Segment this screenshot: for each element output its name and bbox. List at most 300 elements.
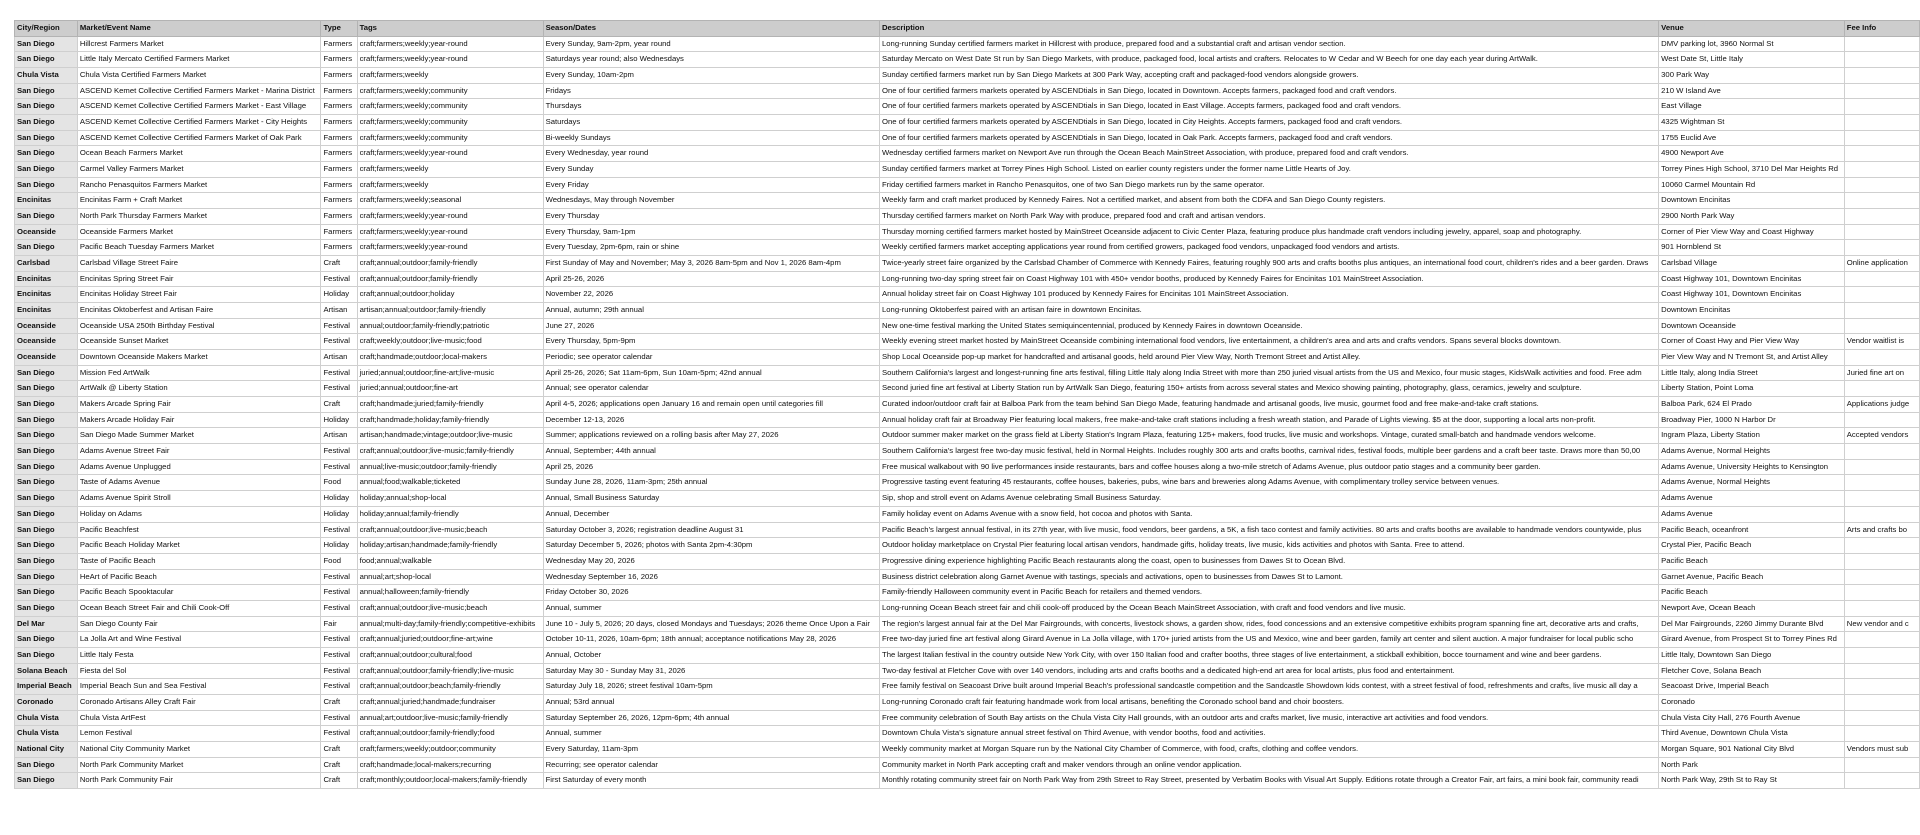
cell-description[interactable]: Twice-yearly street faire organized by the Carlsbad Chamber of Commerce with Kennedy Faires, featuring roughly 900 arts and crafts booths plus antiques, an international food court, children's rides and a beer garden. Draws [880,256,1659,272]
cell-venue[interactable]: Little Italy, Downtown San Diego [1659,647,1845,663]
cell-city-region[interactable]: Coronado [15,694,78,710]
cell-city-region[interactable]: San Diego [15,240,78,256]
cell-description[interactable]: Southern California's largest and longest-running fine arts festival, filling Little Italy along India Street with more than 250 juried visual artists from the US and Mexico, four music stages, KidsWalk activities and food. Free adm [880,365,1659,381]
cell-fee-info[interactable]: Vendors must sub [1844,741,1919,757]
cell-fee-info[interactable] [1844,130,1919,146]
cell-type[interactable]: Festival [321,444,357,460]
cell-city-region[interactable]: San Diego [15,146,78,162]
cell-market-event-name[interactable]: La Jolla Art and Wine Festival [77,632,321,648]
cell-fee-info[interactable] [1844,757,1919,773]
cell-market-event-name[interactable]: Holiday on Adams [77,506,321,522]
cell-city-region[interactable]: Oceanside [15,334,78,350]
cell-market-event-name[interactable]: Imperial Beach Sun and Sea Festival [77,679,321,695]
cell-fee-info[interactable] [1844,68,1919,84]
cell-type[interactable]: Festival [321,459,357,475]
cell-season-dates[interactable]: Saturdays year round; also Wednesdays [543,52,879,68]
cell-type[interactable]: Festival [321,726,357,742]
cell-city-region[interactable]: San Diego [15,130,78,146]
cell-market-event-name[interactable]: Coronado Artisans Alley Craft Fair [77,694,321,710]
cell-tags[interactable]: craft;farmers;weekly;community [357,115,543,131]
cell-tags[interactable]: craft;farmers;weekly [357,162,543,178]
cell-season-dates[interactable]: Saturday December 5, 2026; photos with Santa 2pm-4:30pm [543,538,879,554]
cell-fee-info[interactable] [1844,632,1919,648]
cell-season-dates[interactable]: Annual, summer [543,726,879,742]
cell-city-region[interactable]: Oceanside [15,224,78,240]
cell-fee-info[interactable] [1844,475,1919,491]
column-header-type[interactable]: Type [321,21,357,37]
cell-season-dates[interactable]: Periodic; see operator calendar [543,350,879,366]
cell-description[interactable]: Progressive dining experience highlighting Pacific Beach restaurants along the coast, open to businesses from Dawes St to Ocean Blvd. [880,553,1659,569]
cell-tags[interactable]: artisan;annual;outdoor;family-friendly [357,303,543,319]
cell-city-region[interactable]: San Diego [15,632,78,648]
cell-type[interactable]: Festival [321,522,357,538]
cell-market-event-name[interactable]: ASCEND Kemet Collective Certified Farmers Market - City Heights [77,115,321,131]
cell-venue[interactable]: Pacific Beach [1659,553,1845,569]
cell-season-dates[interactable]: Saturday July 18, 2026; street festival 10am-5pm [543,679,879,695]
cell-city-region[interactable]: San Diego [15,553,78,569]
cell-tags[interactable]: craft;farmers;weekly [357,68,543,84]
column-header-description[interactable]: Description [880,21,1659,37]
cell-tags[interactable]: annual;art;outdoor;live-music;family-friendly [357,710,543,726]
cell-city-region[interactable]: San Diego [15,491,78,507]
cell-tags[interactable]: food;annual;walkable [357,553,543,569]
cell-description[interactable]: Long-running Oktoberfest paired with an artisan faire in downtown Encinitas. [880,303,1659,319]
cell-description[interactable]: One of four certified farmers markets operated by ASCENDtials in San Diego, located in Downtown. Accepts farmers, packaged food and craft vendors. [880,83,1659,99]
cell-season-dates[interactable]: Annual; see operator calendar [543,381,879,397]
cell-type[interactable]: Farmers [321,115,357,131]
cell-city-region[interactable]: San Diego [15,647,78,663]
cell-season-dates[interactable]: Annual, September; 44th annual [543,444,879,460]
cell-fee-info[interactable] [1844,459,1919,475]
cell-fee-info[interactable] [1844,350,1919,366]
cell-tags[interactable]: craft;annual;outdoor;family-friendly [357,271,543,287]
cell-description[interactable]: The largest Italian festival in the country outside New York City, with over 150 Italian food and crafter booths, three stages of live entertainment, a stickball exhibition, bocce tournament and wine and beer gardens. [880,647,1659,663]
cell-fee-info[interactable] [1844,538,1919,554]
cell-tags[interactable]: craft;handmade;outdoor;local-makers [357,350,543,366]
cell-season-dates[interactable]: June 27, 2026 [543,318,879,334]
cell-fee-info[interactable] [1844,52,1919,68]
cell-fee-info[interactable] [1844,271,1919,287]
cell-city-region[interactable]: San Diego [15,522,78,538]
cell-city-region[interactable]: San Diego [15,52,78,68]
column-header-market-event-name[interactable]: Market/Event Name [77,21,321,37]
cell-fee-info[interactable]: Arts and crafts bo [1844,522,1919,538]
cell-tags[interactable]: craft;weekly;outdoor;live-music;food [357,334,543,350]
cell-season-dates[interactable]: April 25, 2026 [543,459,879,475]
cell-venue[interactable]: 4900 Newport Ave [1659,146,1845,162]
cell-type[interactable]: Farmers [321,68,357,84]
cell-description[interactable]: New one-time festival marking the United States semiquincentennial, produced by Kennedy Faires in downtown Oceanside. [880,318,1659,334]
cell-market-event-name[interactable]: ASCEND Kemet Collective Certified Farmers Market - Marina District [77,83,321,99]
cell-description[interactable]: Wednesday certified farmers market on Newport Ave run through the Ocean Beach MainStreet Association, with produce, prepared food and craft vendors. [880,146,1659,162]
cell-type[interactable]: Craft [321,256,357,272]
cell-market-event-name[interactable]: Makers Arcade Spring Fair [77,397,321,413]
cell-city-region[interactable]: Chula Vista [15,726,78,742]
cell-season-dates[interactable]: Wednesday May 20, 2026 [543,553,879,569]
cell-venue[interactable]: Morgan Square, 901 National City Blvd [1659,741,1845,757]
cell-venue[interactable]: Third Avenue, Downtown Chula Vista [1659,726,1845,742]
cell-venue[interactable]: Liberty Station, Point Loma [1659,381,1845,397]
cell-description[interactable]: The region's largest annual fair at the Del Mar Fairgrounds, with concerts, livestock shows, a garden show, rides, food concessions and an extensive competitive exhibits program spanning fine art, decorative arts and crafts, [880,616,1659,632]
cell-tags[interactable]: craft;annual;juried;handmade;fundraiser [357,694,543,710]
cell-description[interactable]: Second juried fine art festival at Liberty Station run by ArtWalk San Diego, featuring 150+ artists from across several states and Mexico showing painting, photography, glass, ceramics, jewelry and sculpture. [880,381,1659,397]
cell-season-dates[interactable]: Every Saturday, 11am-3pm [543,741,879,757]
cell-tags[interactable]: craft;handmade;juried;family-friendly [357,397,543,413]
cell-market-event-name[interactable]: ArtWalk @ Liberty Station [77,381,321,397]
cell-market-event-name[interactable]: Encinitas Holiday Street Fair [77,287,321,303]
cell-venue[interactable]: Little Italy, along India Street [1659,365,1845,381]
cell-venue[interactable]: Adams Avenue [1659,491,1845,507]
cell-market-event-name[interactable]: Encinitas Farm + Craft Market [77,193,321,209]
cell-fee-info[interactable] [1844,287,1919,303]
cell-city-region[interactable]: San Diego [15,162,78,178]
cell-description[interactable]: Friday certified farmers market in Rancho Penasquitos, one of two San Diego markets run by the same operator. [880,177,1659,193]
cell-fee-info[interactable]: New vendor and c [1844,616,1919,632]
cell-type[interactable]: Holiday [321,412,357,428]
cell-market-event-name[interactable]: Chula Vista ArtFest [77,710,321,726]
cell-market-event-name[interactable]: Chula Vista Certified Farmers Market [77,68,321,84]
cell-venue[interactable]: Fletcher Cove, Solana Beach [1659,663,1845,679]
cell-city-region[interactable]: San Diego [15,365,78,381]
cell-season-dates[interactable]: Annual, Small Business Saturday [543,491,879,507]
cell-city-region[interactable]: San Diego [15,600,78,616]
cell-season-dates[interactable]: Wednesdays, May through November [543,193,879,209]
cell-market-event-name[interactable]: Oceanside USA 250th Birthday Festival [77,318,321,334]
cell-tags[interactable]: craft;farmers;weekly;year-round [357,240,543,256]
cell-tags[interactable]: craft;farmers;weekly;community [357,83,543,99]
cell-venue[interactable]: Pacific Beach [1659,585,1845,601]
cell-type[interactable]: Holiday [321,491,357,507]
cell-fee-info[interactable] [1844,177,1919,193]
cell-type[interactable]: Artisan [321,303,357,319]
cell-market-event-name[interactable]: Little Italy Mercato Certified Farmers Market [77,52,321,68]
cell-description[interactable]: Outdoor summer maker market on the grass field at Liberty Station's Ingram Plaza, featuring 125+ makers, food trucks, live music and workshops. Vintage, curated small-batch and handmade vendors welcome. [880,428,1659,444]
cell-market-event-name[interactable]: Adams Avenue Unplugged [77,459,321,475]
cell-type[interactable]: Festival [321,585,357,601]
cell-description[interactable]: Sunday certified farmers market run by San Diego Markets at 300 Park Way, accepting craft and packaged-food vendors alongside growers. [880,68,1659,84]
cell-tags[interactable]: holiday;annual;family-friendly [357,506,543,522]
cell-market-event-name[interactable]: Carlsbad Village Street Faire [77,256,321,272]
cell-venue[interactable]: 4325 Wightman St [1659,115,1845,131]
cell-type[interactable]: Farmers [321,162,357,178]
cell-season-dates[interactable]: Every Sunday, 10am-2pm [543,68,879,84]
cell-market-event-name[interactable]: ASCEND Kemet Collective Certified Farmers Market - East Village [77,99,321,115]
cell-city-region[interactable]: San Diego [15,444,78,460]
cell-fee-info[interactable] [1844,303,1919,319]
cell-fee-info[interactable] [1844,585,1919,601]
cell-venue[interactable]: Carlsbad Village [1659,256,1845,272]
cell-tags[interactable]: craft;farmers;weekly;community [357,130,543,146]
cell-season-dates[interactable]: Recurring; see operator calendar [543,757,879,773]
cell-type[interactable]: Festival [321,318,357,334]
cell-venue[interactable]: North Park Way, 29th St to Ray St [1659,773,1845,789]
cell-venue[interactable]: Corner of Pier View Way and Coast Highway [1659,224,1845,240]
cell-tags[interactable]: craft;handmade;local-makers;recurring [357,757,543,773]
cell-tags[interactable]: craft;farmers;weekly;outdoor;community [357,741,543,757]
cell-season-dates[interactable]: Annual, summer [543,600,879,616]
cell-venue[interactable]: Adams Avenue, Normal Heights [1659,475,1845,491]
cell-city-region[interactable]: San Diego [15,397,78,413]
cell-market-event-name[interactable]: North Park Community Fair [77,773,321,789]
cell-fee-info[interactable] [1844,162,1919,178]
cell-city-region[interactable]: San Diego [15,459,78,475]
cell-tags[interactable]: craft;annual;outdoor;cultural;food [357,647,543,663]
cell-city-region[interactable]: San Diego [15,585,78,601]
cell-season-dates[interactable]: December 12-13, 2026 [543,412,879,428]
cell-city-region[interactable]: Oceanside [15,350,78,366]
cell-tags[interactable]: craft;farmers;weekly;community [357,99,543,115]
cell-season-dates[interactable]: April 25-26, 2026; Sat 11am-6pm, Sun 10am-5pm; 42nd annual [543,365,879,381]
cell-tags[interactable]: craft;farmers;weekly;year-round [357,36,543,52]
cell-season-dates[interactable]: Annual; 53rd annual [543,694,879,710]
cell-tags[interactable]: craft;annual;outdoor;family-friendly;food [357,726,543,742]
cell-market-event-name[interactable]: Downtown Oceanside Makers Market [77,350,321,366]
cell-season-dates[interactable]: October 10-11, 2026, 10am-6pm; 18th annual; acceptance notifications May 28, 2026 [543,632,879,648]
cell-type[interactable]: Artisan [321,350,357,366]
cell-type[interactable]: Festival [321,271,357,287]
cell-venue[interactable]: Coast Highway 101, Downtown Encinitas [1659,287,1845,303]
cell-city-region[interactable]: San Diego [15,177,78,193]
cell-venue[interactable]: Seacoast Drive, Imperial Beach [1659,679,1845,695]
cell-fee-info[interactable] [1844,146,1919,162]
cell-type[interactable]: Farmers [321,130,357,146]
cell-venue[interactable]: Broadway Pier, 1000 N Harbor Dr [1659,412,1845,428]
cell-type[interactable]: Craft [321,773,357,789]
cell-market-event-name[interactable]: Pacific Beachfest [77,522,321,538]
cell-description[interactable]: Weekly evening street market hosted by MainStreet Oceanside combining international food vendors, live entertainment, a children's area and arts and crafts vendors. Spans several blocks downtown. [880,334,1659,350]
cell-market-event-name[interactable]: Pacific Beach Spooktacular [77,585,321,601]
cell-fee-info[interactable] [1844,663,1919,679]
cell-market-event-name[interactable]: Taste of Adams Avenue [77,475,321,491]
cell-venue[interactable]: Downtown Encinitas [1659,193,1845,209]
cell-description[interactable]: Weekly certified farmers market accepting applications year round from certified growers, packaged food vendors, unpackaged food vendors and artists. [880,240,1659,256]
cell-market-event-name[interactable]: Ocean Beach Street Fair and Chili Cook-Off [77,600,321,616]
cell-tags[interactable]: craft;farmers;weekly;year-round [357,224,543,240]
cell-type[interactable]: Farmers [321,99,357,115]
cell-venue[interactable]: Crystal Pier, Pacific Beach [1659,538,1845,554]
cell-type[interactable]: Farmers [321,209,357,225]
cell-type[interactable]: Craft [321,741,357,757]
cell-city-region[interactable]: San Diego [15,475,78,491]
column-header-city-region[interactable]: City/Region [15,21,78,37]
cell-venue[interactable]: Coronado [1659,694,1845,710]
cell-market-event-name[interactable]: Oceanside Sunset Market [77,334,321,350]
cell-tags[interactable]: craft;farmers;weekly;year-round [357,52,543,68]
cell-fee-info[interactable]: Vendor waitlist is [1844,334,1919,350]
cell-venue[interactable]: Torrey Pines High School, 3710 Del Mar Heights Rd [1659,162,1845,178]
cell-type[interactable]: Festival [321,679,357,695]
cell-venue[interactable]: Downtown Encinitas [1659,303,1845,319]
cell-tags[interactable]: craft;annual;outdoor;live-music;family-friendly [357,444,543,460]
cell-description[interactable]: Two-day festival at Fletcher Cove with over 140 vendors, including arts and crafts booths and a dedicated high-end art area for local artists, plus food and entertainment. [880,663,1659,679]
cell-city-region[interactable]: San Diego [15,428,78,444]
cell-description[interactable]: Monthly rotating community street fair on North Park Way from 29th Street to Ray Street, presented by Verbatim Books with Visual Art Supply. Editions rotate through a Creator Fair, art fairs, a mini book fair, community readi [880,773,1659,789]
cell-market-event-name[interactable]: Pacific Beach Tuesday Farmers Market [77,240,321,256]
cell-season-dates[interactable]: Saturday October 3, 2026; registration deadline August 31 [543,522,879,538]
cell-venue[interactable]: East Village [1659,99,1845,115]
cell-market-event-name[interactable]: Hillcrest Farmers Market [77,36,321,52]
cell-description[interactable]: Weekly community market at Morgan Square run by the National City Chamber of Commerce, with food, crafts, clothing and coffee vendors. [880,741,1659,757]
cell-season-dates[interactable]: Every Thursday, 9am-1pm [543,224,879,240]
cell-city-region[interactable]: San Diego [15,773,78,789]
cell-fee-info[interactable] [1844,224,1919,240]
cell-market-event-name[interactable]: National City Community Market [77,741,321,757]
cell-city-region[interactable]: Chula Vista [15,68,78,84]
cell-city-region[interactable]: San Diego [15,569,78,585]
cell-market-event-name[interactable]: Fiesta del Sol [77,663,321,679]
cell-city-region[interactable]: Encinitas [15,271,78,287]
cell-fee-info[interactable] [1844,679,1919,695]
cell-city-region[interactable]: Imperial Beach [15,679,78,695]
cell-city-region[interactable]: San Diego [15,83,78,99]
cell-fee-info[interactable]: Online application [1844,256,1919,272]
cell-venue[interactable]: West Date St, Little Italy [1659,52,1845,68]
cell-city-region[interactable]: Carlsbad [15,256,78,272]
cell-tags[interactable]: annual;halloween;family-friendly [357,585,543,601]
cell-tags[interactable]: juried;annual;outdoor;fine-art [357,381,543,397]
cell-tags[interactable]: juried;annual;outdoor;fine-art;live-music [357,365,543,381]
cell-fee-info[interactable] [1844,240,1919,256]
cell-city-region[interactable]: San Diego [15,99,78,115]
cell-tags[interactable]: annual;art;shop-local [357,569,543,585]
cell-type[interactable]: Festival [321,632,357,648]
cell-description[interactable]: Free musical walkabout with 90 live performances inside restaurants, bars and coffee houses along a two-mile stretch of Adams Avenue, plus outdoor patio stages and a community beer garden. [880,459,1659,475]
cell-description[interactable]: Southern California's largest free two-day music festival, held in Normal Heights. Includes roughly 300 arts and crafts booths, carnival rides, festival foods, multiple beer gardens and a craft beer taste. Draws more than 50,00 [880,444,1659,460]
cell-fee-info[interactable] [1844,553,1919,569]
cell-market-event-name[interactable]: Carmel Valley Farmers Market [77,162,321,178]
cell-venue[interactable]: Chula Vista City Hall, 276 Fourth Avenue [1659,710,1845,726]
cell-tags[interactable]: annual;food;walkable;ticketed [357,475,543,491]
cell-market-event-name[interactable]: North Park Thursday Farmers Market [77,209,321,225]
cell-season-dates[interactable]: Fridays [543,83,879,99]
cell-season-dates[interactable]: Saturday September 26, 2026, 12pm-6pm; 4th annual [543,710,879,726]
cell-tags[interactable]: artisan;handmade;vintage;outdoor;live-music [357,428,543,444]
cell-market-event-name[interactable]: Ocean Beach Farmers Market [77,146,321,162]
cell-season-dates[interactable]: Annual, October [543,647,879,663]
cell-type[interactable]: Holiday [321,506,357,522]
cell-fee-info[interactable] [1844,193,1919,209]
cell-tags[interactable]: annual;multi-day;family-friendly;competitive-exhibits [357,616,543,632]
cell-fee-info[interactable] [1844,647,1919,663]
cell-season-dates[interactable]: Every Tuesday, 2pm-6pm, rain or shine [543,240,879,256]
cell-fee-info[interactable] [1844,726,1919,742]
cell-tags[interactable]: annual;outdoor;family-friendly;patriotic [357,318,543,334]
cell-description[interactable]: Long-running Coronado craft fair featuring handmade work from local artisans, benefiting the Coronado school band and choir boosters. [880,694,1659,710]
cell-tags[interactable]: craft;farmers;weekly;year-round [357,209,543,225]
cell-fee-info[interactable] [1844,412,1919,428]
cell-fee-info[interactable] [1844,381,1919,397]
cell-city-region[interactable]: Encinitas [15,287,78,303]
cell-city-region[interactable]: San Diego [15,36,78,52]
cell-market-event-name[interactable]: Encinitas Oktoberfest and Artisan Faire [77,303,321,319]
cell-season-dates[interactable]: Friday October 30, 2026 [543,585,879,601]
cell-description[interactable]: Sip, shop and stroll event on Adams Avenue celebrating Small Business Saturday. [880,491,1659,507]
cell-description[interactable]: Long-running two-day spring street fair on Coast Highway 101 with 450+ vendor booths, produced by Kennedy Faires for Encinitas 101 MainStreet Association. [880,271,1659,287]
cell-venue[interactable]: Balboa Park, 624 El Prado [1659,397,1845,413]
cell-description[interactable]: Pacific Beach's largest annual festival, in its 27th year, with live music, food vendors, beer gardens, a 5K, a fish taco contest and family activities. 80 arts and crafts booths are available to handmade vendors countywide, plus [880,522,1659,538]
cell-fee-info[interactable] [1844,569,1919,585]
cell-season-dates[interactable]: First Saturday of every month [543,773,879,789]
cell-season-dates[interactable]: June 10 - July 5, 2026; 20 days, closed Mondays and Tuesdays; 2026 theme Once Upon a Fair [543,616,879,632]
cell-description[interactable]: Family holiday event on Adams Avenue with a snow field, hot cocoa and photos with Santa. [880,506,1659,522]
column-header-season-dates[interactable]: Season/Dates [543,21,879,37]
cell-description[interactable]: Weekly farm and craft market produced by Kennedy Faires. Not a certified market, and absent from both the CDFA and San Diego County registers. [880,193,1659,209]
cell-description[interactable]: Free community celebration of South Bay artists on the Chula Vista City Hall grounds, with an outdoor arts and crafts market, live music, interactive art activities and food vendors. [880,710,1659,726]
cell-market-event-name[interactable]: Encinitas Spring Street Fair [77,271,321,287]
cell-description[interactable]: Free family festival on Seacoast Drive built around Imperial Beach's professional sandcastle competition and the Sandcastle Showdown kids contest, with a street festival of food, refreshments and crafts, live music all day a [880,679,1659,695]
cell-type[interactable]: Farmers [321,224,357,240]
cell-fee-info[interactable] [1844,444,1919,460]
cell-market-event-name[interactable]: Adams Avenue Spirit Stroll [77,491,321,507]
cell-fee-info[interactable] [1844,710,1919,726]
cell-description[interactable]: Progressive tasting event featuring 45 restaurants, coffee houses, bakeries, pubs, wine bars and breweries along Adams Avenue, with complimentary trolley service between venues. [880,475,1659,491]
cell-market-event-name[interactable]: Makers Arcade Holiday Fair [77,412,321,428]
cell-tags[interactable]: craft;farmers;weekly;seasonal [357,193,543,209]
cell-type[interactable]: Food [321,475,357,491]
cell-market-event-name[interactable]: Oceanside Farmers Market [77,224,321,240]
cell-season-dates[interactable]: Saturday May 30 - Sunday May 31, 2026 [543,663,879,679]
cell-type[interactable]: Craft [321,397,357,413]
cell-tags[interactable]: craft;annual;outdoor;beach;family-friendly [357,679,543,695]
cell-fee-info[interactable] [1844,318,1919,334]
cell-city-region[interactable]: Encinitas [15,193,78,209]
cell-season-dates[interactable]: November 22, 2026 [543,287,879,303]
cell-tags[interactable]: craft;annual;outdoor;family-friendly [357,256,543,272]
cell-season-dates[interactable]: Every Thursday [543,209,879,225]
cell-city-region[interactable]: Oceanside [15,318,78,334]
cell-tags[interactable]: holiday;artisan;handmade;family-friendly [357,538,543,554]
cell-venue[interactable]: Ingram Plaza, Liberty Station [1659,428,1845,444]
cell-type[interactable]: Farmers [321,177,357,193]
cell-venue[interactable]: DMV parking lot, 3960 Normal St [1659,36,1845,52]
cell-venue[interactable]: Newport Ave, Ocean Beach [1659,600,1845,616]
cell-market-event-name[interactable]: San Diego Made Summer Market [77,428,321,444]
cell-season-dates[interactable]: Annual, December [543,506,879,522]
cell-fee-info[interactable] [1844,694,1919,710]
cell-tags[interactable]: craft;farmers;weekly;year-round [357,146,543,162]
column-header-fee-info[interactable]: Fee Info [1844,21,1919,37]
cell-description[interactable]: Sunday certified farmers market at Torrey Pines High School. Listed on earlier county registers under the former name Little Hearts of Joy. [880,162,1659,178]
cell-venue[interactable]: 901 Hornblend St [1659,240,1845,256]
cell-tags[interactable]: craft;annual;outdoor;live-music;beach [357,600,543,616]
cell-tags[interactable]: craft;annual;outdoor;holiday [357,287,543,303]
cell-city-region[interactable]: San Diego [15,412,78,428]
cell-city-region[interactable]: San Diego [15,209,78,225]
cell-description[interactable]: Free two-day juried fine art festival along Girard Avenue in La Jolla village, with 170+ juried artists from the US and Mexico, wine and beer garden, family art center and silent auction. A major fundraiser for local public scho [880,632,1659,648]
cell-city-region[interactable]: San Diego [15,115,78,131]
cell-type[interactable]: Festival [321,600,357,616]
cell-venue[interactable]: Girard Avenue, from Prospect St to Torrey Pines Rd [1659,632,1845,648]
cell-season-dates[interactable]: Every Wednesday, year round [543,146,879,162]
cell-type[interactable]: Farmers [321,83,357,99]
cell-venue[interactable]: Garnet Avenue, Pacific Beach [1659,569,1845,585]
cell-type[interactable]: Farmers [321,36,357,52]
cell-tags[interactable]: craft;farmers;weekly [357,177,543,193]
cell-fee-info[interactable] [1844,600,1919,616]
cell-venue[interactable]: Del Mar Fairgrounds, 2260 Jimmy Durante Blvd [1659,616,1845,632]
cell-type[interactable]: Artisan [321,428,357,444]
cell-fee-info[interactable] [1844,115,1919,131]
cell-tags[interactable]: annual;live-music;outdoor;family-friendly [357,459,543,475]
cell-fee-info[interactable]: Applications judge [1844,397,1919,413]
cell-description[interactable]: Long-running Ocean Beach street fair and chili cook-off produced by the Ocean Beach MainStreet Association, with craft and food vendors and live music. [880,600,1659,616]
cell-venue[interactable]: Adams Avenue, University Heights to Kensington [1659,459,1845,475]
cell-venue[interactable]: 1755 Euclid Ave [1659,130,1845,146]
cell-tags[interactable]: craft;handmade;holiday;family-friendly [357,412,543,428]
cell-venue[interactable]: Coast Highway 101, Downtown Encinitas [1659,271,1845,287]
cell-season-dates[interactable]: Wednesday September 16, 2026 [543,569,879,585]
cell-type[interactable]: Food [321,553,357,569]
